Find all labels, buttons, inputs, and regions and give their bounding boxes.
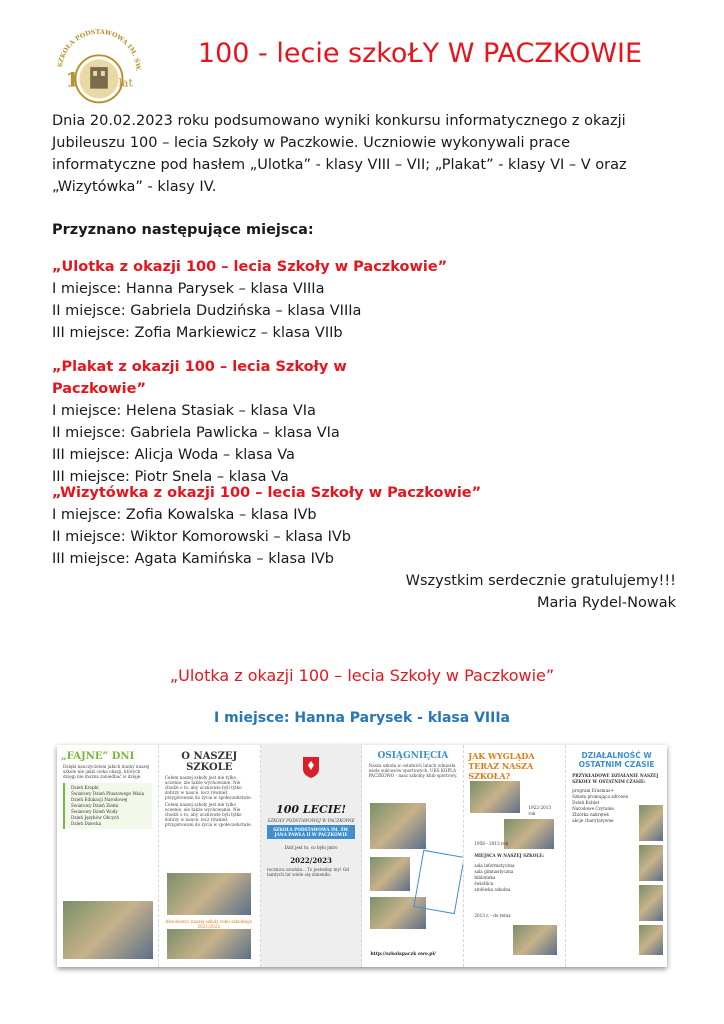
section-title: „Ulotka z okazji 100 – lecia Szkoły w Paczkowie” [169,666,555,685]
svg-text:1: 1 [65,68,80,92]
year-label: 1922-2013 rok [528,805,552,816]
school-banner: SZKOŁA PODSTAWOWA IM. ŚW. JANA PAWŁA II W PACZKOWIE [267,825,356,839]
building-photo [504,819,554,849]
place-line: II miejsce: Gabriela Dudzińska – klasa VIIIa [52,303,362,319]
list-item: sala informatyczna [474,863,515,868]
eagle-emblem-icon [301,755,321,779]
logo-seal-icon [50,22,148,120]
place-line: III miejsce: Piotr Snela – klasa Va [52,469,289,485]
category-wizytowka [52,482,492,570]
list-item: świetlica [474,881,494,886]
list-item: Dzień Dziecka [71,821,102,826]
list-item: sala gimnastyczna [474,869,514,874]
panel-text: Celem naszej szkoły jest nie tylko uczenie, ale także wychowanie. Nie chodzi o to, aby uczniowie byli tylko dobrzy w nauce, lecz również przygotowani do życia w społeczeństwie. [164,775,252,800]
leaflet-panel-cover [261,745,363,967]
place-line: I miejsce: Zofia Kowalska – klasa IVb [52,507,317,523]
place-line: II miejsce: Gabriela Pawlicka – klasa VIa [52,425,340,441]
new-building-photo [513,925,557,955]
leaflet-panel-o-szkole [159,745,261,967]
cover-subtitle: SZKOŁY PODSTAWOWEJ W PACZKOWIE [267,818,355,823]
svg-text:lat: lat [118,76,133,90]
places-list [468,863,520,893]
place-line: I miejsce: Hanna Parysek – klasa VIIIa [52,281,325,297]
photo [639,925,663,955]
leaflet-panel-osiagniecia [362,745,464,967]
class-photo [167,873,251,915]
list-item: Światowy Dzień Pluszowego Misia [71,791,145,796]
panel-text: Dzięki nauczycielom jakich mamy naszej szkole nie jakiś cieka okazji, których dzięgi nie można zaniedbać w dzięje. [63,764,150,779]
page-title: 100 - lecie szkoŁY W PACZKOWIE [197,38,643,69]
closing [406,570,676,614]
photo [639,805,663,841]
subheading: MIEJSCA W NASZEJ SZKOLE: [474,853,545,858]
panel-heading: OSIĄGNIĘCIA [377,751,449,761]
leaflet-panel-fajne-dni [57,745,159,967]
category-title: „Ulotka z okazji 100 – lecia Szkoły w Paczkowie” [52,259,448,275]
list-item: program Erasmus+ [572,788,614,793]
list-item: Zbiórka nakrętek [572,812,609,817]
awards-heading: Przyznano następujące miejsca: [52,222,314,238]
list-item: Dzień Kropki [71,785,99,790]
photo [63,901,153,959]
photo [639,885,663,921]
list-item: Dzień Edukacji Narodowej [71,797,128,802]
panel-heading: JAK WYGLĄDA TERAZ NASZA SZKOŁA? [468,751,535,781]
photo [639,845,663,881]
photo [167,929,251,959]
leaflet-panel-dzialalnosc [566,745,667,967]
year-label: 1958 - 2013 rok [474,841,509,846]
cover-title: 100 LECIE! [276,803,347,816]
days-list [63,783,152,829]
category-title: „Wizytówka z okazji 100 – lecia Szkoły w Paczkowie” [52,485,482,501]
place-line: II miejsce: Wiktor Komorowski – klasa IVb [52,529,352,545]
list-item: Szkoła promująca zdrowie [572,794,629,799]
panel-heading: O NASZEJ SZKOLE [181,751,238,773]
decorative-frame [414,850,465,914]
place-line: III miejsce: Agata Kamińska – klasa IVb [52,551,334,567]
panel-heading: „FAJNE” DNI [61,751,135,762]
place-line: III miejsce: Alicja Woda – klasa Va [52,447,295,463]
year-label: 2013 r. - do teraz [474,913,511,918]
motto: Dziś jest to, co było jutro [284,845,338,850]
school-logo [50,22,148,120]
category-ulotka [52,256,472,344]
list-item: Dzień Języków Obcych [71,815,119,820]
panel-text: rocznica urodzin... To jesteśmy my! Od tamtych lat wiele się zmieniło. [266,867,350,877]
section-subtitle: I miejsce: Hanna Parysek - klasa VIIIa [214,710,510,726]
category-title-line2: Paczkowie” [52,381,147,397]
category-title-line1: „Plakat z okazji 100 – lecia Szkoły w [52,359,347,375]
leaflet-image [57,745,667,967]
school-year: 2022/2023 [290,856,332,865]
subheading: PRZYKŁADOWE DZIAŁANIE NASZEJ SZKOŁY W OSTATNIM CZASIE: [572,773,659,784]
category-plakat [52,356,472,488]
list-item: akcje charytatywne [572,818,614,823]
panel-text: Nasza szkoła w ostatnich latach odniosła wiele sukcesów sportowych. UKS KOPLA PACZKOWO - nasz szkolny klub sportowy. [368,763,458,778]
photo-caption: Absolwenci naszej szkoły roku szkolnego 2021/2022 [165,919,253,929]
intro-paragraph: Dnia 20.02.2023 roku podsumowano wyniki konkursu informatycznego z okazji Jubileuszu 100 – lecia Szkoły w Paczkowie. Uczniowie wykonywali prace informatyczne pod hasłem „Ulotka” - klasy VIII – VII; „Plakat” - klasy VI – V oraz „Wizytówka” - klasy IV. [52,113,627,195]
panel-text: Celem naszej szkoły jest nie tylko uczenie, ale także wychowanie. Nie chodzi o to, aby uczniowie byli tylko dobrzy w nauce, lecz również przygotowani do życia w społeczeństwie. [164,802,252,827]
place-line: I miejsce: Helena Stasiak – klasa VIa [52,403,316,419]
list-item: Światowy Dzień Ziemi [71,803,119,808]
svg-text:SZKOŁA PODSTAWOWA IM. ŚW. JANA: SZKOŁA PODSTAWOWA IM. ŚW. [56,28,142,72]
photo [370,857,410,891]
old-building-photo [470,781,520,813]
place-line: III miejsce: Zofia Markiewicz – klasa VIIb [52,325,343,341]
panel-heading: DZIAŁALNOŚĆ W OSTATNIM CZASIE [578,751,655,769]
school-url: http://szkolapaczk owo.pl/ [370,952,436,957]
list-item: stołówka szkolna [474,887,511,892]
list-item: biblioteka [474,875,496,880]
list-item: Narodowe Czytanie [572,806,614,811]
list-item: Światowy Dzień Wody [71,809,118,814]
congratulations-text: Wszystkim serdecznie gratulujemy!!! [405,573,676,589]
author-name: Maria Rydel-Nowak [537,595,676,611]
leaflet-panel-szkola-teraz [464,745,566,967]
list-item: Dzień Kobiet [572,800,600,805]
team-photo [370,803,426,849]
